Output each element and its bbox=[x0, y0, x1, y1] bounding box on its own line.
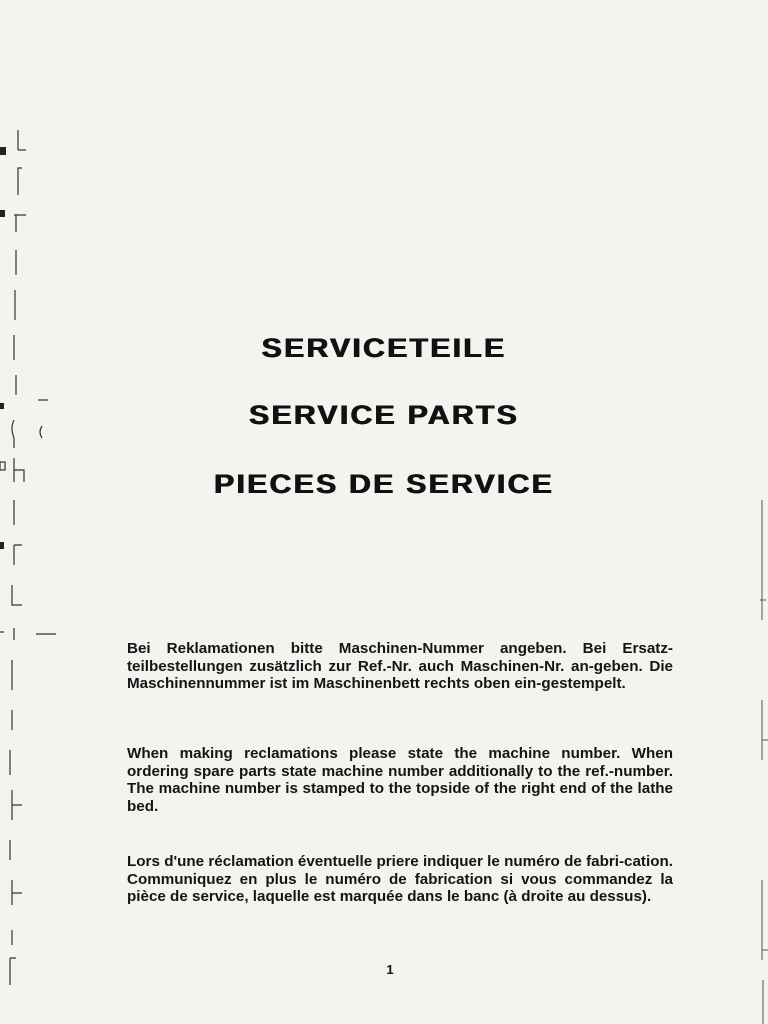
title-french: PIECES DE SERVICE bbox=[213, 469, 555, 499]
page-number: 1 bbox=[386, 962, 394, 977]
paragraph-english: When making reclamations please state the machine number. When ordering spare parts state machine number additionally to the ref.-number. The machine number is stamped to the topside of the right end of the lathe bed. bbox=[127, 745, 673, 815]
title-english: SERVICE PARTS bbox=[249, 400, 519, 430]
paragraph-french: Lors d'une réclamation éventuelle priere indiquer le numéro de fabri-cation. Communiquez en plus le numéro de fabrication si vous commandez la pièce de service, laquelle est marquée dans le banc (à droite au dessus). bbox=[127, 853, 673, 905]
paragraph-german: Bei Reklamationen bitte Maschinen-Nummer angeben. Bei Ersatz-teilbestellungen zusätzlich zur Ref.-Nr. auch Maschinen-Nr. an-geben. Die Maschinennummer ist im Maschinenbett rechts oben ein-gestempelt. bbox=[127, 640, 673, 692]
right-page-edge bbox=[756, 0, 768, 1024]
binding-marks bbox=[0, 0, 60, 1024]
title-german: SERVICETEILE bbox=[261, 333, 507, 363]
